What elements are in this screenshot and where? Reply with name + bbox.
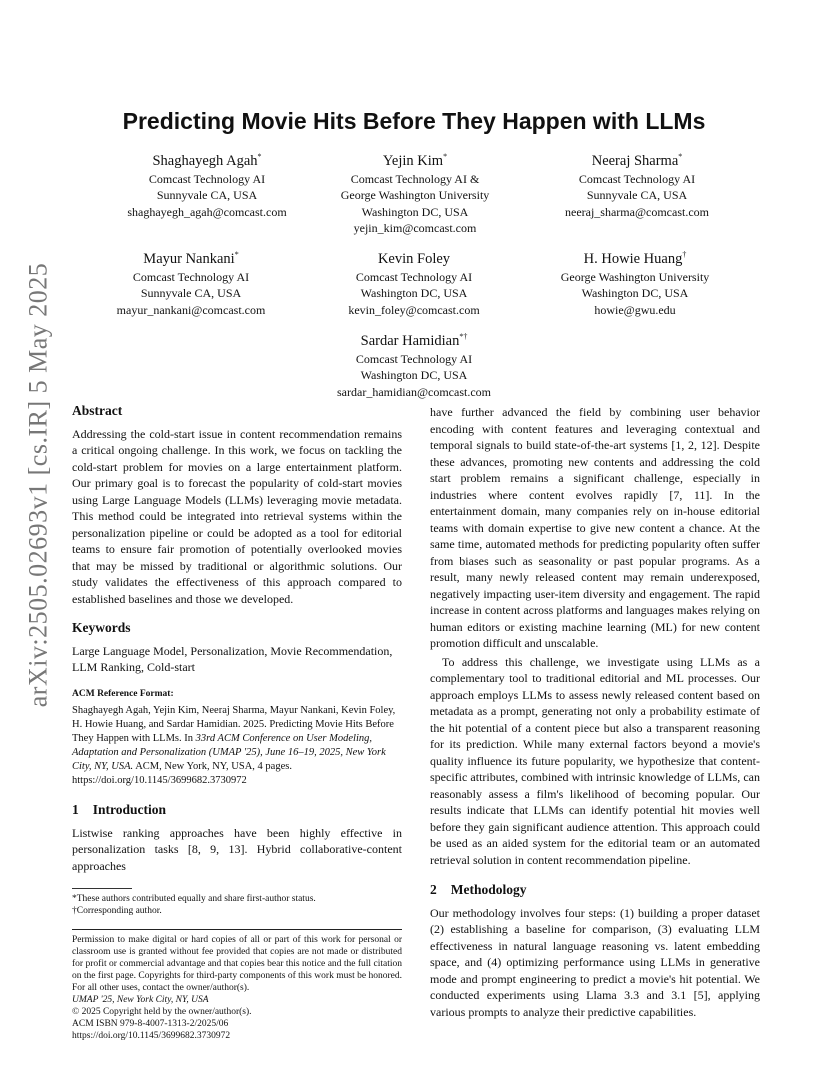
author-location: Sunnyvale CA, USA	[586, 188, 688, 203]
permission-divider	[72, 929, 402, 930]
author-mark: *	[257, 152, 262, 161]
author-location: Sunnyvale CA, USA	[156, 188, 258, 203]
footnote-divider	[72, 888, 132, 889]
permission-venue: UMAP '25, New York City, NY, USA	[72, 995, 209, 1005]
footnotes	[72, 888, 402, 917]
author-location: Washington DC, USA	[360, 286, 468, 301]
acm-reference-doi: ACM, New York, NY, USA, 4 pages. https://doi.org/10.1145/3699682.3730972	[72, 761, 292, 786]
abstract-text: Addressing the cold-start issue in content recommendation remains a critical ongoing challenge. In this work, we focus on tackling the cold-start problem for movies on a large entertainment platform. Our primary goal is to forecast the popularity of cold-start movies using Large Language Models (LLMs) leveraging movie metadata. This method could be integrated into retrieval systems within the personalization pipeline or could be adopted as a tool for editorial teams to ensure fair promotion of potentially overlooked movies that may be missed by traditional or algorithmic solutions. Our study validates the effectiveness of this approach compared to established baselines and those we developed.	[72, 426, 402, 606]
author-mark: *	[234, 250, 239, 259]
permission-doi: https://doi.org/10.1145/3699682.3730972	[72, 1031, 231, 1041]
section-title: Introduction	[92, 802, 167, 817]
author-email: shaghayegh_agah@comcast.com	[127, 204, 287, 219]
author-affiliation: Comcast Technology AI	[578, 171, 696, 186]
author-affiliation: Comcast Technology AI	[355, 269, 473, 284]
acm-reference-label: ACM Reference Format:	[72, 688, 174, 699]
author-affiliation: Comcast Technology AI	[355, 351, 473, 366]
introduction-paragraph: Listwise ranking approaches have been highly effective in personalization tasks [8, 9, 13]. Hybrid collaborative-content approaches	[72, 825, 402, 873]
author-email: yejin_kim@comcast.com	[353, 221, 477, 236]
paper-title: Predicting Movie Hits Before They Happen with LLMs	[122, 108, 706, 134]
introduction-paragraph-continued: have further advanced the field by combining user behavior encoding with content features and leveraging contextual and temporal signals to build state-of-the-art systems [1, 2, 12]. Despite these advances, promoting new contents and addressing the cold start problem remains a significant challenge, especially in industries where content evolves rapidly [7, 11]. In the entertainment domain, many companies rely on in-house editorial teams with domain expertise to give new content a chance. At the same time, automated methods for predicting popularity often suffer from biases such as seasonality or past popular programs. As a result, many newly released content may remain underexposed, negatively impacting user-item diversity and engagement. The rapid increase in content across platforms and languages makes relying on human editors or existing machine learning (ML) for new content promotion difficult and unscalable.	[430, 405, 760, 650]
author-block	[289, 327, 539, 400]
permission-copyright: © 2025 Copyright held by the owner/author(s).	[72, 1007, 252, 1017]
permission-isbn: ACM ISBN 979-8-4007-1313-2/2025/06	[72, 1019, 229, 1029]
author-block	[510, 245, 760, 318]
section-number: 2	[430, 882, 437, 897]
keywords-text: Large Language Model, Personalization, Movie Recommendation, LLM Ranking, Cold-start	[72, 643, 393, 674]
introduction-paragraph: To address this challenge, we investigate using LLMs as a complementary tool to traditional editorial and ML processes. Our approach employs LLMs to assess newly released content based on metadata as a prompt, generating not only a probability estimate of the hit potential of a content piece but also a transparent reasoning for its prediction. While many external factors beyond a movie's quality influence its future popularity, we hypothesize that content-specific attributes, combined with intrinsic knowledge of LLMs, can reasonably assess a film's likelihood of becoming popular. Our results indicate that LLMs can identify potential hit movies well before they gain significant audience attention. This approach could be used as an aided system for the editorial team or an automated retrieval solution in content recommendation pipeline.	[430, 654, 760, 867]
author-name: Shaghayegh Agah	[152, 152, 258, 169]
author-name: Neeraj Sharma	[591, 152, 679, 169]
author-location: Sunnyvale CA, USA	[140, 286, 242, 301]
author-affiliation: Comcast Technology AI &	[350, 171, 480, 186]
author-affiliation: George Washington University	[560, 269, 710, 284]
author-name: Mayur Nankani	[143, 250, 235, 267]
author-email: howie@gwu.edu	[594, 302, 676, 317]
keywords-heading: Keywords	[72, 620, 131, 635]
author-location: Washington DC, USA	[360, 368, 468, 383]
author-block	[289, 245, 539, 318]
author-affiliation: Comcast Technology AI	[148, 171, 266, 186]
author-name: Yejin Kim	[382, 152, 444, 169]
methodology-heading	[430, 882, 760, 899]
methodology-paragraph: Our methodology involves four steps: (1) building a proper dataset (2) establishing a baseline for comparison, (3) evaluating LLM effectiveness in natural language reasoning vs. latent embedding space, and (4) optimizing performance using LLMs in generative mode and prompt engineering to predict a movie's hit potential. We conducted experiments using Llama 3.3 and 3.1 [5], applying various prompts to analyze their predictive capabilities.	[430, 905, 760, 1019]
author-block	[66, 245, 316, 318]
author-mark: *	[443, 152, 448, 161]
footnote: †Corresponding author.	[72, 906, 162, 916]
footnote: *These authors contributed equally and share first-author status.	[72, 894, 316, 904]
author-email: sardar_hamidian@comcast.com	[337, 384, 491, 399]
left-column	[72, 403, 402, 1042]
author-email: kevin_foley@comcast.com	[348, 302, 480, 317]
introduction-heading	[72, 802, 402, 819]
author-mark: †	[682, 250, 687, 259]
arxiv-identifier: arXiv:2505.02693v1 [cs.IR] 5 May 2025	[23, 262, 52, 708]
author-email: neeraj_sharma@comcast.com	[565, 204, 709, 219]
acm-reference-text: Shaghayegh Agah, Yejin Kim, Neeraj Sharma, Mayur Nankani, Kevin Foley, H. Howie Huang, and Sardar Hamidian. 2025. Predicting Movie Hits Before They Happen with LLMs. In	[72, 705, 396, 744]
author-affiliation: George Washington University	[340, 188, 490, 203]
author-block	[290, 147, 540, 237]
author-block	[512, 147, 762, 220]
right-column	[430, 404, 760, 1020]
author-email: mayur_nankani@comcast.com	[116, 302, 266, 317]
acm-reference	[72, 686, 402, 789]
author-location: Washington DC, USA	[361, 204, 469, 219]
permission-block	[72, 929, 402, 1042]
author-location: Washington DC, USA	[581, 286, 689, 301]
author-mark: *	[678, 152, 683, 161]
author-name: Sardar Hamidian	[360, 332, 460, 349]
acm-reference-venue: 33rd ACM Conference on User Modeling, Adaptation and Personalization (UMAP '25), June 16–19, 2025, New York City, NY, USA.	[72, 733, 386, 772]
section-title: Methodology	[450, 882, 527, 897]
author-name: H. Howie Huang	[583, 250, 683, 267]
author-mark: *†	[459, 332, 468, 341]
author-affiliation: Comcast Technology AI	[132, 269, 250, 284]
section-number: 1	[72, 802, 79, 817]
author-name: Kevin Foley	[377, 250, 451, 267]
arxiv-sidebar-stamp	[14, 262, 62, 708]
abstract-heading: Abstract	[72, 403, 123, 418]
permission-text: Permission to make digital or hard copies of all or part of this work for personal or classroom use is granted without fee provided that copies are not made or distributed for profit or commercial advantage and that copies bear this notice and the full citation on the first page. Copyrights for third-party components of this work must be honored. For all other uses, contact the owner/author(s).	[72, 935, 402, 993]
